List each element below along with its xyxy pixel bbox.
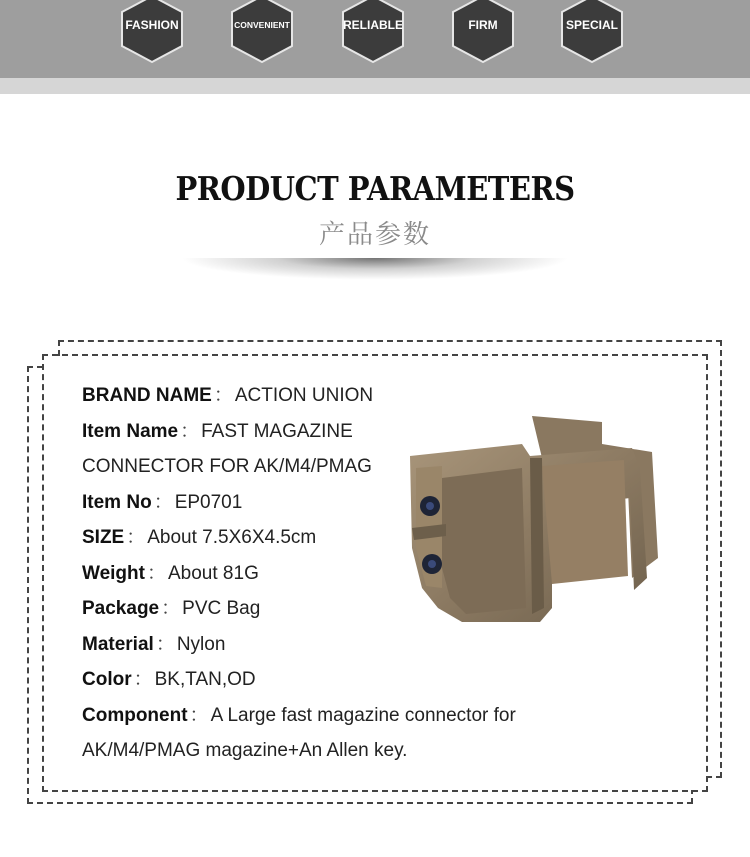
param-weight: Weight ： About 81G <box>82 562 259 584</box>
banner-divider <box>0 78 750 94</box>
badge-label: RELIABLE <box>343 18 403 32</box>
badge-label: FIRM <box>468 18 498 32</box>
param-item-name: Item Name ： FAST MAGAZINE <box>82 420 353 442</box>
badge-label: SPECIAL <box>565 18 618 32</box>
badge-convenient <box>230 0 294 64</box>
param-item-no: Item No ： EP0701 <box>82 491 243 513</box>
param-size: SIZE ： About 7.5X6X4.5cm <box>82 527 317 548</box>
magazine-connector-image <box>402 408 664 628</box>
badge-label: CONVENIENT <box>234 20 290 30</box>
badge-reliable <box>341 0 405 64</box>
param-package: Package ： PVC Bag <box>82 598 261 619</box>
feature-banner <box>0 0 750 78</box>
badge-fashion <box>120 0 184 64</box>
badge-firm <box>451 0 515 64</box>
param-component: Component ： A Large fast magazine connector for <box>82 704 516 726</box>
badge-special <box>560 0 624 64</box>
param-material: Material ： Nylon <box>82 633 226 655</box>
param-color: Color ： BK,TAN,OD <box>82 669 256 690</box>
param-item-name-cont: CONNECTOR FOR AK/M4/PMAG <box>82 456 372 477</box>
section-subtitle: 产品参数 <box>318 219 431 249</box>
param-component-cont: AK/M4/PMAG magazine+An Allen key. <box>82 740 408 761</box>
badge-label: FASHION <box>125 18 179 32</box>
param-brand-name: BRAND NAME ： ACTION UNION <box>82 385 374 406</box>
section-title: PRODUCT PARAMETERS <box>175 169 575 209</box>
magazine-connector-icon <box>402 408 664 628</box>
title-shadow-divider <box>180 258 570 280</box>
